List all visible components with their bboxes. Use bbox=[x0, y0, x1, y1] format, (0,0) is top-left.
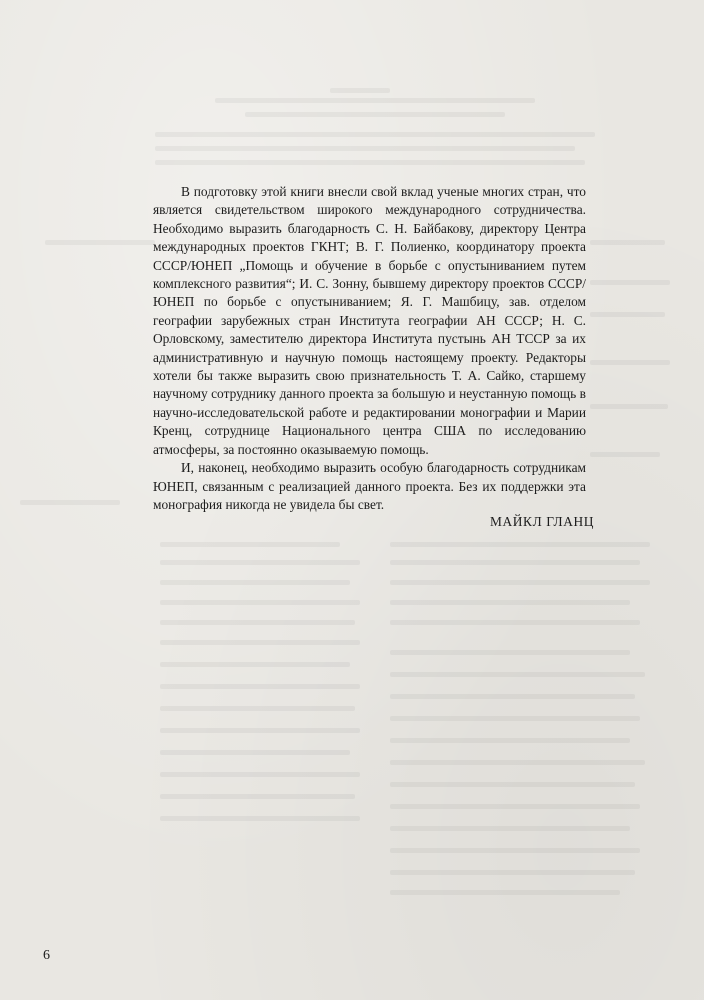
author-signature: МАЙКЛ ГЛАНЦ bbox=[490, 514, 595, 529]
page-number: 6 bbox=[43, 948, 50, 963]
paragraph-1: В подготовку этой книги внесли свой вклад ученые многих стран, что является свидетельством широкого международного сотрудничества. Необходимо выразить благодарность С. Н. Байбакову, директору Центра международных проектов ГКНТ; В. Г. Полиенко, координатору проекта СССР/ЮНЕП „Помощь и обучение в борьбе с опустыниванием путем комплексного развития“; И. С. Зонну, бывшему директору проектов СССР/ЮНЕП по борьбе с опустыниванием; Я. Г. Машбицу, зав. отделом географии зарубежных стран Института географии АН СССР; Н. С. Орловскому, заместителю директора Института пустынь АН ТССР за их административную и научную помощь настоящему проекту. Редакторы хотели бы также выразить свою признательность Т. А. Сайко, старшему научному сотруднику данного проекта за большую и неустанную помощь в научно-исследовательской работе и редактировании монографии и Марии Кренц, сотруднице Национального центра США по исследованию атмосферы, за постоянно оказываемую помощь. bbox=[153, 184, 586, 457]
paragraph-2: И, наконец, необходимо выразить особую благодарность сотрудникам ЮНЕП, связанным с реализацией данного проекта. Без их поддержки эта монография никогда не увидела бы свет. bbox=[153, 460, 586, 512]
acknowledgements-text bbox=[153, 183, 586, 514]
